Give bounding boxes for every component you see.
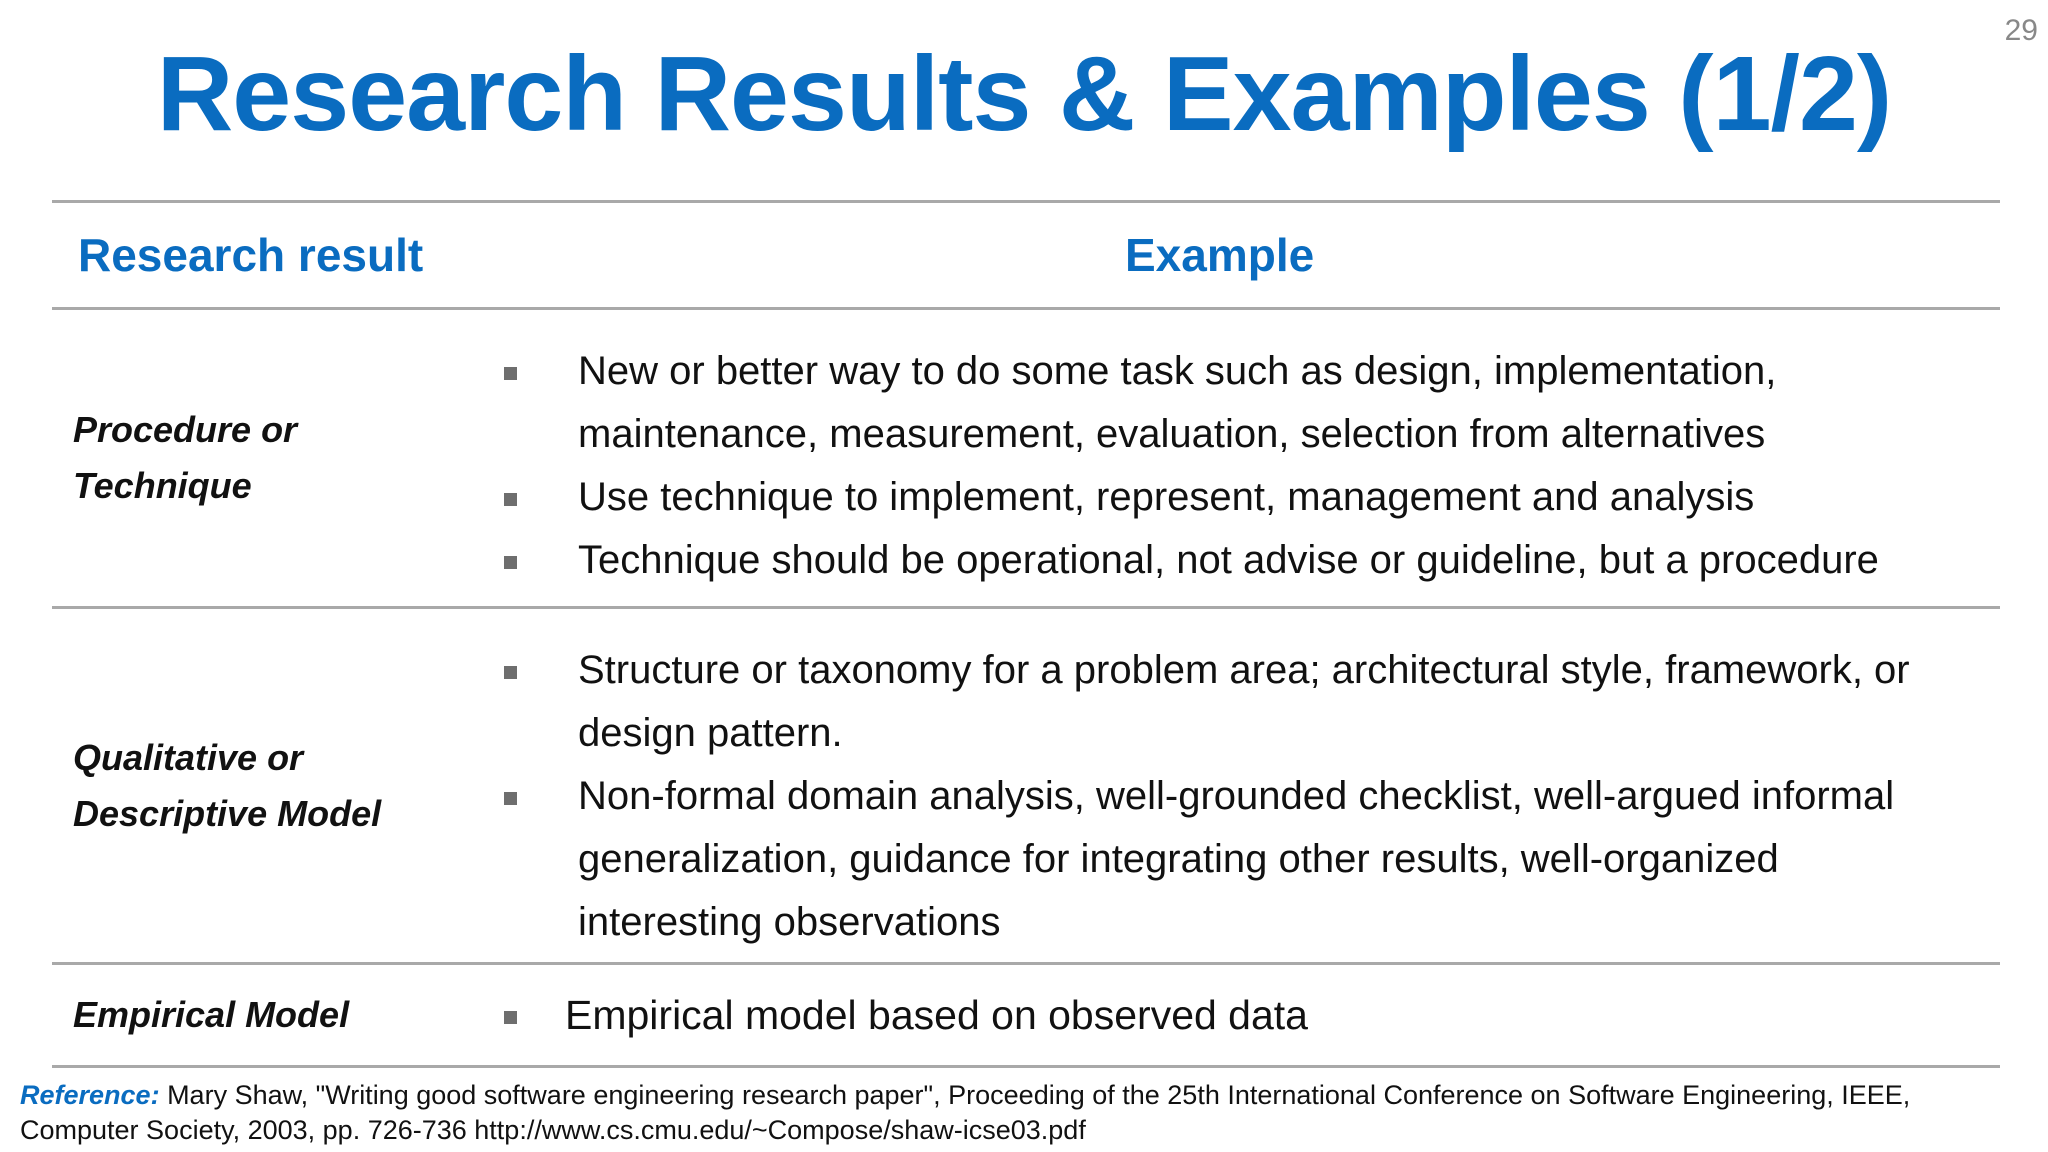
row-label-line: Technique: [73, 465, 252, 506]
example-list: [444, 639, 2000, 954]
example-list: [444, 984, 1308, 1047]
list-item-line: Empirical model based on observed data: [565, 991, 1308, 1038]
reference-note: [20, 1078, 2020, 1148]
table-row: [52, 965, 2000, 1065]
list-item-line: maintenance, measurement, evaluation, selection from alternatives: [578, 412, 1766, 456]
list-item: [444, 639, 2000, 765]
header-research-result: Research result: [78, 229, 424, 281]
square-bullet-icon: [504, 666, 517, 679]
list-item: [444, 466, 2000, 529]
row-examples: [444, 310, 2000, 606]
table-rule-bottom: [52, 1065, 2000, 1068]
reference-label: Reference:: [20, 1080, 160, 1110]
list-item-line: Technique should be operational, not advise or guideline, but a procedure: [578, 538, 1879, 582]
list-item-line: design pattern.: [578, 711, 843, 755]
square-bullet-icon: [504, 792, 517, 805]
table-row: [52, 609, 2000, 962]
page-number: 29: [2004, 14, 2038, 47]
table-header: [52, 203, 2000, 307]
table-row: [52, 310, 2000, 606]
square-bullet-icon: [504, 493, 517, 506]
row-label-line: Procedure or: [73, 409, 298, 450]
list-item-line: Structure or taxonomy for a problem area; architectural style, framework, or: [578, 648, 1910, 692]
row-label-line: Descriptive Model: [73, 792, 382, 834]
row-examples: [444, 965, 2000, 1065]
row-label: [52, 965, 444, 1065]
header-example: Example: [1125, 229, 1315, 281]
row-label-line: Empirical Model: [73, 994, 350, 1035]
reference-text: Mary Shaw, "Writing good software engineering research paper", Proceeding of the 25th International Conference on Software Engineering, IEEE, Computer Society, 2003, pp. 726-736 http://www.cs.cmu.edu/~Compose/shaw-icse03.pdf: [20, 1080, 1911, 1145]
results-table: [52, 200, 2000, 1068]
list-item-line: Non-formal domain analysis, well-grounded checklist, well-argued informal: [578, 774, 1895, 818]
square-bullet-icon: [504, 367, 517, 380]
list-item: [444, 340, 2000, 466]
row-label-line: Qualitative or: [73, 736, 304, 778]
row-examples: [444, 609, 2000, 962]
slide-title: Research Results & Examples (1/2): [156, 35, 1892, 153]
square-bullet-icon: [504, 1011, 517, 1024]
list-item: [444, 984, 1308, 1047]
list-item-line: Use technique to implement, represent, management and analysis: [578, 475, 1755, 519]
list-item: [444, 529, 2000, 592]
example-list: [444, 340, 2000, 592]
square-bullet-icon: [504, 556, 517, 569]
row-label: [52, 310, 444, 606]
list-item: [444, 765, 2000, 954]
row-label: [52, 609, 444, 962]
list-item-line: generalization, guidance for integrating other results, well-organized: [578, 837, 1779, 881]
list-item-line: interesting observations: [578, 900, 1001, 944]
list-item-line: New or better way to do some task such as design, implementation,: [578, 349, 1777, 393]
